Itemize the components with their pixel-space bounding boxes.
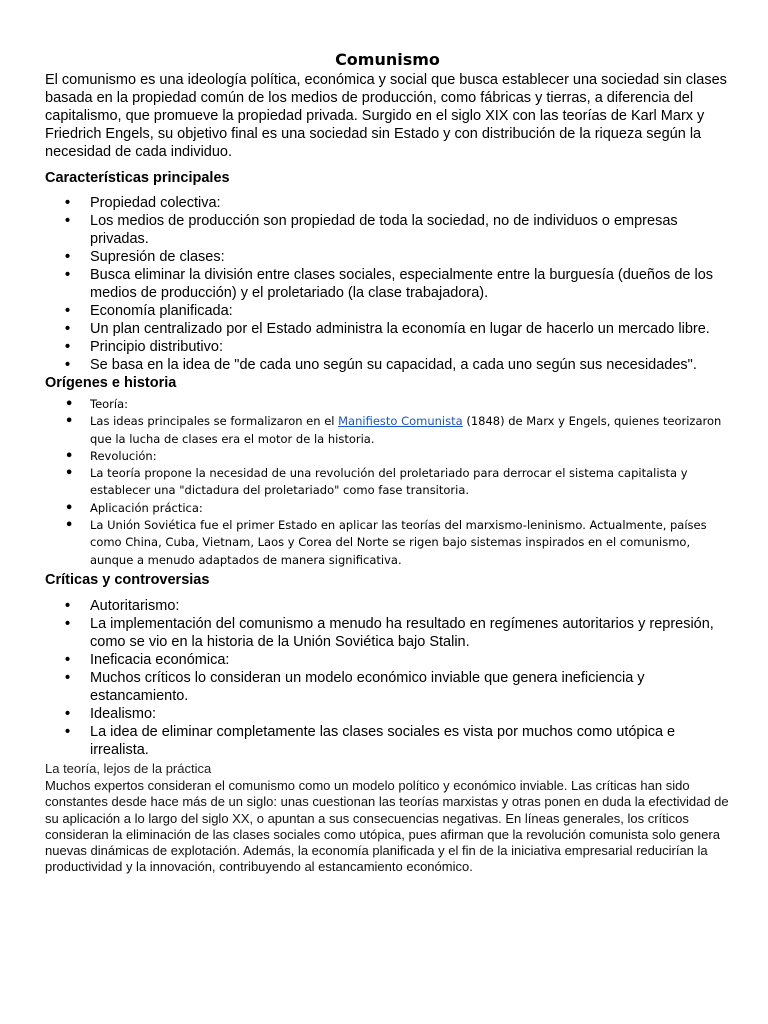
list-item: • Supresión de clases: [45, 248, 730, 266]
list-item: • Teoría: [45, 396, 730, 413]
list-item: • Economía planificada: [45, 302, 730, 320]
intro-paragraph: El comunismo es una ideología política, económica y social que busca establecer una sociedad sin clases basada en la propiedad común de los medios de producción, como fábricas y tierras, a diferencia del capitalismo, que promueve la propiedad privada. Surgido en el siglo XIX con las teorías de Karl Marx y Friedrich Engels, su objetivo final es una sociedad sin Estado y con distribución de la riqueza según la necesidad de cada individuo. [45, 72, 727, 160]
list-item-text: Las ideas principales se formalizaron en el [90, 414, 339, 429]
list-item: • Principio distributivo: [45, 338, 730, 356]
heading-characteristics: Características principales [45, 170, 230, 186]
list-item-text: (1848) de Marx y Engels, quienes teorizaron que la lucha de clases era el motor de la historia. [90, 414, 722, 446]
list-item: • Aplicación práctica: [45, 500, 730, 517]
list-item: • Revolución: [45, 448, 730, 465]
list-item: • Propiedad colectiva: [45, 194, 730, 212]
list-item: • La Unión Soviética fue el primer Estado en aplicar las teorías del marxismo-leninismo. Actualmente, países como China, Cuba, Vietnam, Laos y Corea del Norte se rigen bajo sistemas inspirados en el comunismo, aunque a menudo adaptados de manera significativa. [45, 517, 730, 569]
theory-paragraph: Muchos expertos consideran el comunismo como un modelo político y económico inviable. Las críticas han sido constantes desde hace más de un siglo: unas cuestionan las teorías marxistas y otras ponen en duda la efectividad de su aplicación a lo largo del siglo XX, o apuntan a sus consecuencias negativas. En líneas generales, los críticos consideran la eliminación de las clases sociales como utópica, pues afirman que la revolución comunista solo genera nuevas dinámicas de explotación. Además, la economía planificada y el fin de la iniciativa empresarial reducirían la productividad y la innovación, contribuyendo al estancamiento económico. [45, 777, 729, 875]
list-item: • Los medios de producción son propiedad de toda la sociedad, no de individuos o empresas privadas. [45, 212, 730, 248]
criticism-list [45, 597, 730, 759]
heading-criticism: Críticas y controversias [45, 571, 210, 588]
list-item: • Busca eliminar la división entre clases sociales, especialmente entre la burguesía (dueños de los medios de producción) y el proletariado (la clase trabajadora). [45, 266, 730, 302]
origins-list [45, 396, 730, 569]
theory-subheading: La teoría, lejos de la práctica [45, 760, 212, 776]
list-item: • Se basa en la idea de "de cada uno según su capacidad, a cada uno según sus necesidades". [45, 356, 730, 374]
heading-origins: Orígenes e historia [45, 375, 177, 391]
list-item: • Ineficacia económica: [45, 651, 730, 669]
list-item: • Autoritarismo: [45, 597, 730, 615]
list-item [45, 413, 730, 448]
list-item: • Un plan centralizado por el Estado administra la economía en lugar de hacerlo un mercado libre. [45, 320, 730, 338]
characteristics-list [45, 194, 730, 374]
list-item: • Idealismo: [45, 705, 730, 723]
page-title: Comunismo [335, 50, 440, 69]
list-item: • La teoría propone la necesidad de una revolución del proletariado para derrocar el sistema capitalista y establecer una "dictadura del proletariado" como fase transitoria. [45, 465, 730, 500]
manifiesto-link[interactable]: Manifiesto Comunista [338, 414, 463, 429]
list-item: • La implementación del comunismo a menudo ha resultado en regímenes autoritarios y represión, como se vio en la historia de la Unión Soviética bajo Stalin. [45, 615, 730, 651]
document-page [45, 49, 730, 876]
list-item: • Muchos críticos lo consideran un modelo económico inviable que genera ineficiencia y estancamiento. [45, 669, 730, 705]
list-item: • La idea de eliminar completamente las clases sociales es vista por muchos como utópica e irrealista. [45, 723, 730, 759]
